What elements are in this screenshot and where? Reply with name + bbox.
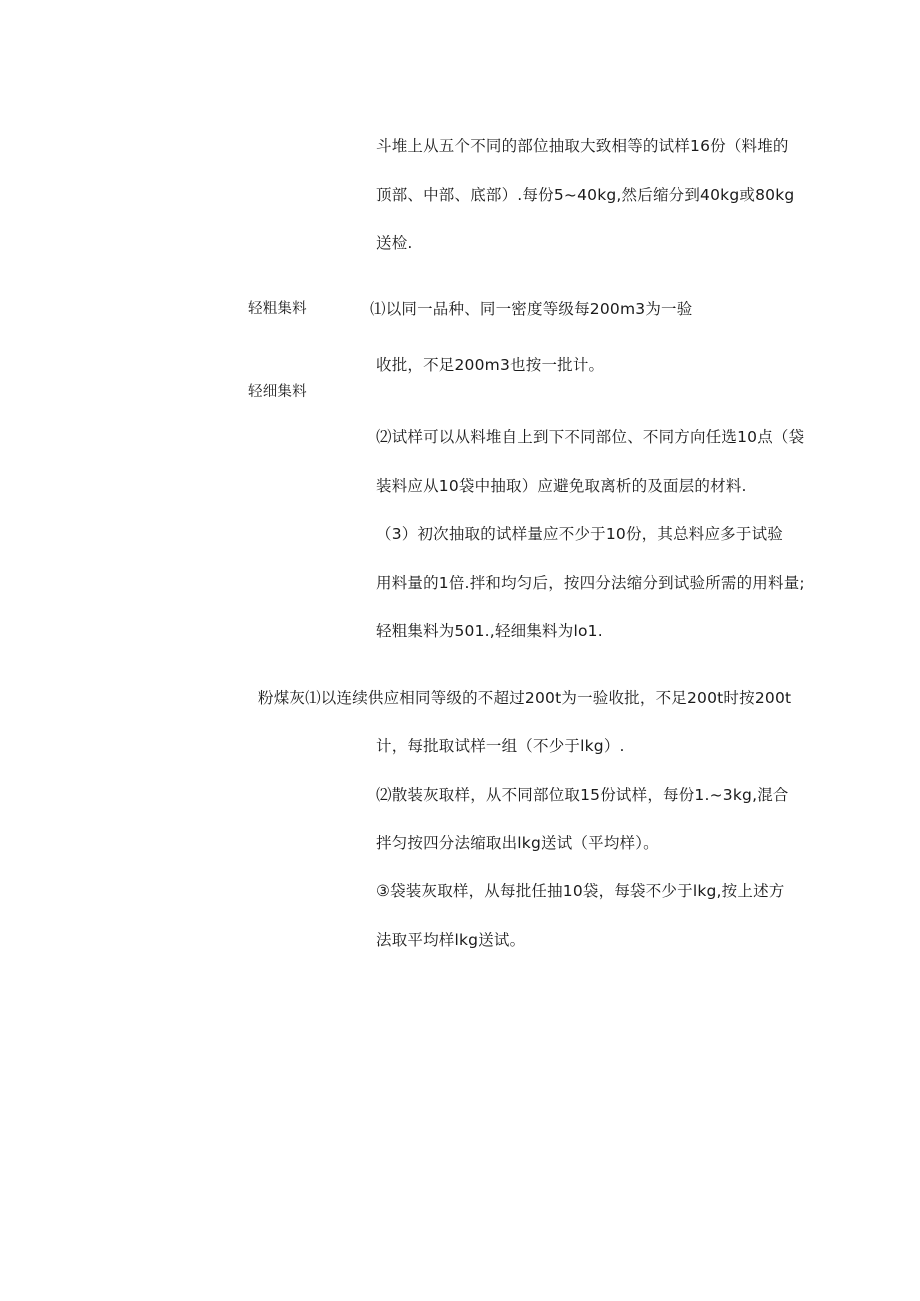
aggregate-line-5: （3）初次抽取的试样量应不少于10份，其总料应多于试验 xyxy=(376,525,783,543)
fly-ash-line-1: 粉煤灰⑴以连续供应相同等级的不超过200t为一验收批，不足200t时按200t xyxy=(258,689,792,707)
fly-ash-line-3: ⑵散装灰取样，从不同部位取15份试样，每份1.~3kg,混合 xyxy=(376,786,789,804)
label-lightweight-coarse-aggregate: 轻粗集料 xyxy=(248,301,307,317)
fly-ash-line-2: 计，每批取试样一组（不少于lkg）. xyxy=(376,737,625,755)
intro-line-2: 顶部、中部、底部）.每份5~40kg,然后缩分到40kg或80kg xyxy=(376,186,795,204)
aggregate-line-4: 装料应从10袋中抽取）应避免取离析的及面层的材料. xyxy=(376,477,747,495)
label-lightweight-fine-aggregate: 轻细集料 xyxy=(248,384,307,400)
intro-line-3: 送检. xyxy=(376,234,413,252)
fly-ash-line-5: ③袋装灰取样，从每批任抽10袋，每袋不少于lkg,按上述方 xyxy=(376,882,785,900)
aggregate-line-1: ⑴以同一品种、同一密度等级每200m3为一验 xyxy=(370,300,693,318)
aggregate-line-6: 用料量的1倍.拌和均匀后，按四分法缩分到试验所需的用料量; xyxy=(376,574,805,592)
aggregate-line-7: 轻粗集料为501.,轻细集料为lo1. xyxy=(376,622,603,640)
intro-line-1: 斗堆上从五个不同的部位抽取大致相等的试样16份（料堆的 xyxy=(376,137,789,155)
aggregate-line-3: ⑵试样可以从料堆自上到下不同部位、不同方向任选10点（袋 xyxy=(376,428,805,446)
aggregate-line-2: 收批，不足200m3也按一批计。 xyxy=(376,356,605,374)
fly-ash-line-4: 拌匀按四分法缩取出lkg送试（平均样）。 xyxy=(376,834,659,852)
fly-ash-line-6: 法取平均样lkg送试。 xyxy=(376,931,526,949)
